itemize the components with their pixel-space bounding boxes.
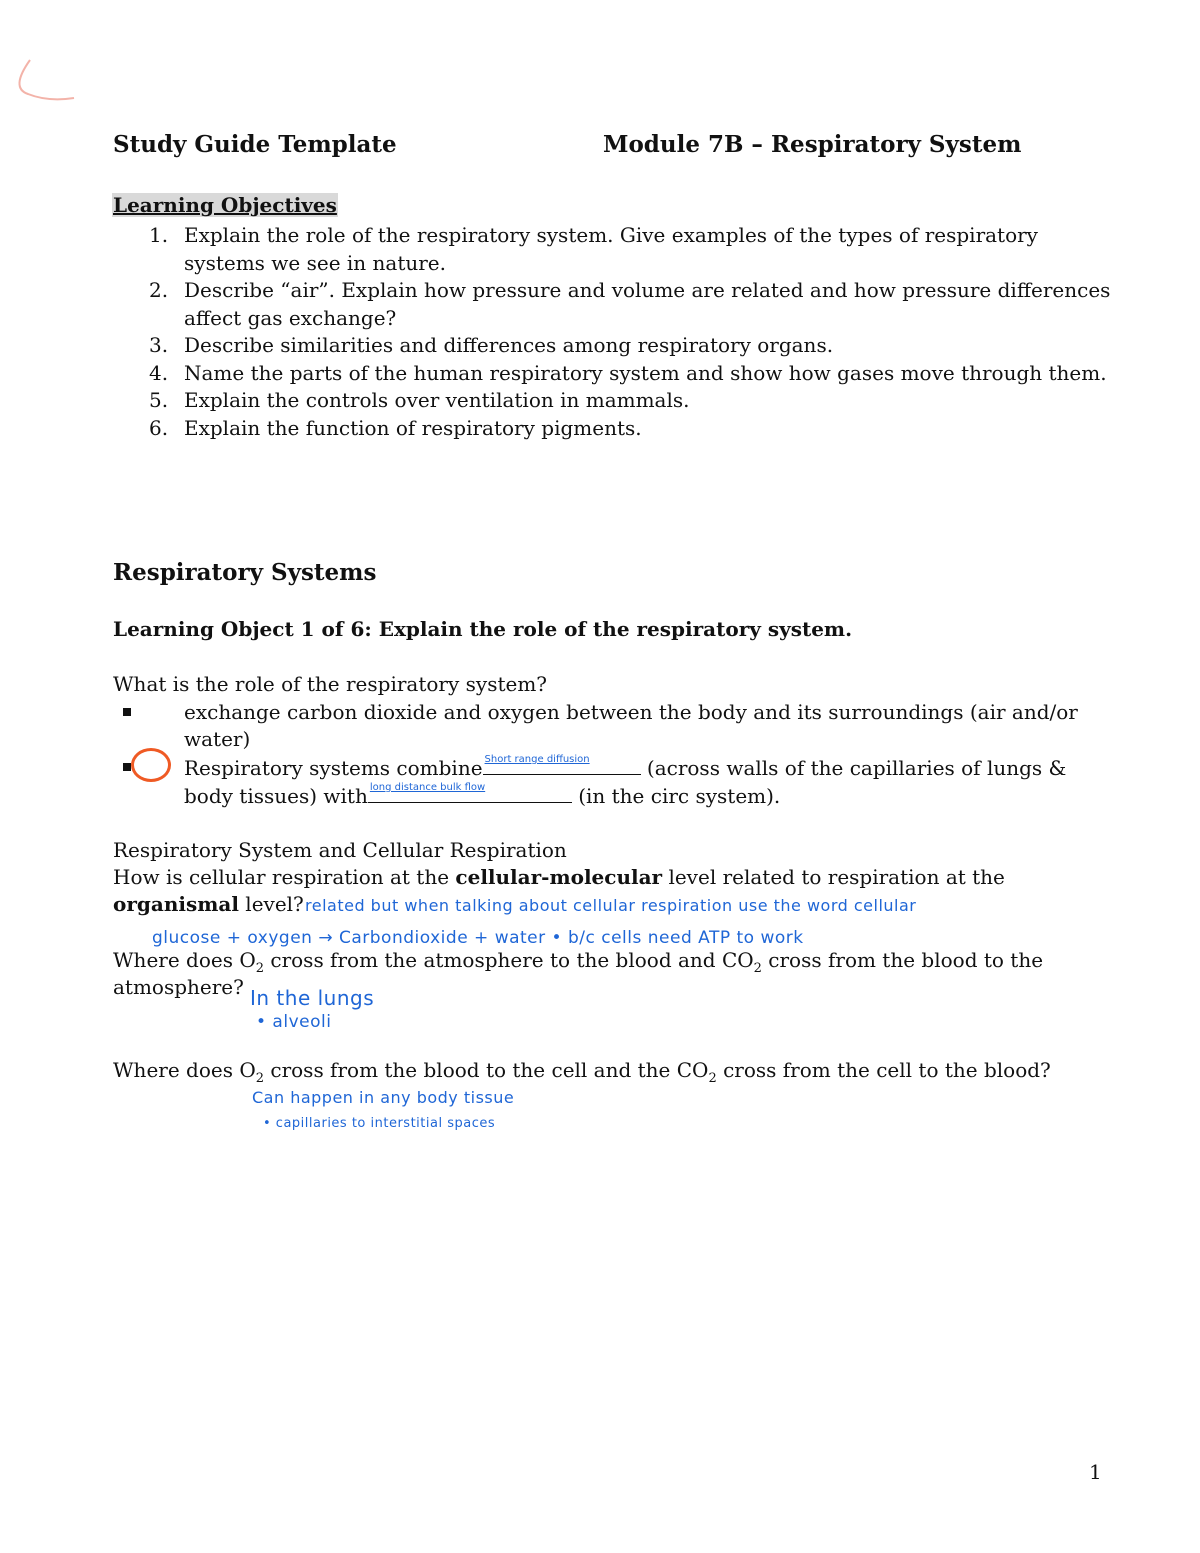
handwritten-answer-line: glucose + oxygen → Carbondioxide + water • b/c cells need ATP to work	[152, 928, 804, 948]
subscript: 2	[708, 1071, 717, 1086]
handwritten-answer-line: • alveoli	[256, 1012, 332, 1032]
question-o2-blood-cell	[113, 1057, 1051, 1092]
list-item-text: Describe similarities and differences among respiratory organs.	[184, 333, 834, 357]
list-item-text: Explain the controls over ventilation in mammals.	[184, 388, 690, 412]
fill-blank-1	[483, 754, 641, 775]
handwritten-answer: long distance bulk flow	[369, 782, 486, 793]
list-item	[113, 360, 1113, 388]
bullet-item-combine	[113, 754, 1093, 810]
list-item	[113, 332, 1113, 360]
question-bold-term: cellular-molecular	[455, 865, 663, 889]
question-text: How is cellular respiration at the	[113, 865, 456, 889]
handwritten-answer-line: related but when talking about cellular respiration use the word cellular	[305, 896, 917, 915]
bullet-square-icon	[123, 763, 131, 771]
page-number: 1	[1089, 1460, 1102, 1484]
question-text: cross from the cell to the blood?	[716, 1058, 1051, 1082]
question-text: level?	[238, 892, 304, 916]
question-o2-atmosphere-line1	[113, 947, 1043, 982]
bullet-text: exchange carbon dioxide and oxygen between the body and its surroundings (air and/or water)	[184, 700, 1078, 751]
list-item-text: Explain the role of the respiratory system. Give examples of the types of respiratory systems we see in nature.	[184, 223, 1038, 275]
list-item	[113, 277, 1113, 332]
list-number: 4.	[149, 360, 169, 385]
subscript: 2	[255, 1071, 265, 1086]
question-cellular-level-line2	[113, 891, 304, 918]
handwritten-answer-line: In the lungs	[250, 986, 375, 1010]
bullet-text-part: Respiratory systems combine	[184, 756, 483, 780]
list-item-text: Describe “air”. Explain how pressure and volume are related and how pressure differences affect gas exchange?	[184, 278, 1111, 330]
list-number: 5.	[149, 388, 169, 412]
header-left-title: Study Guide Template	[113, 131, 397, 158]
question-text: Where does O	[113, 948, 256, 972]
margin-pen-mark	[8, 48, 78, 108]
bullet-text	[113, 754, 1093, 810]
question-text: cross from the blood to the	[761, 948, 1044, 972]
question-cellular-level-line1	[113, 864, 1005, 891]
fill-blank-2	[368, 782, 572, 803]
list-item	[113, 222, 1113, 277]
subheading-cellular-respiration: Respiratory System and Cellular Respiration	[113, 838, 567, 862]
question-text: level related to respiration at the	[662, 865, 1005, 889]
question-text: Where does O	[113, 1058, 256, 1082]
list-item	[113, 415, 1113, 443]
objectives-list	[113, 222, 1113, 442]
subscript: 2	[255, 961, 265, 976]
bullet-item-exchange	[113, 699, 1093, 753]
learning-objectives-heading	[112, 193, 338, 217]
list-number: 2.	[149, 278, 169, 302]
handwritten-answer-line: • capillaries to interstitial spaces	[263, 1116, 496, 1131]
section-title: Respiratory Systems	[113, 559, 377, 586]
learning-objectives-heading-text: Learning Objectives	[113, 193, 337, 217]
question-bold-term: organismal	[113, 892, 239, 916]
question-role: What is the role of the respiratory system?	[113, 672, 548, 696]
list-number: 3.	[149, 333, 169, 357]
subscript: 2	[753, 961, 762, 976]
handwritten-answer: Short range diffusion	[484, 754, 590, 765]
list-number: 1.	[149, 223, 169, 247]
question-text: cross from the atmosphere to the blood and CO	[264, 948, 754, 972]
bullet-square-icon	[123, 708, 131, 716]
question-text: cross from the blood to the cell and the CO	[264, 1058, 709, 1082]
bullet-text-part: (in the circ system).	[578, 784, 781, 808]
objective-line: Learning Object 1 of 6: Explain the role of the respiratory system.	[113, 617, 853, 641]
bullet-text-part: (across walls of the capillaries of lungs &	[646, 756, 1067, 780]
list-item-text: Explain the function of respiratory pigments.	[184, 415, 642, 440]
header-right-title: Module 7B – Respiratory System	[603, 131, 1022, 158]
handwritten-answer-line: Can happen in any body tissue	[252, 1088, 515, 1107]
question-o2-atmosphere-line2: atmosphere?	[113, 975, 244, 999]
list-item-text: Name the parts of the human respiratory system and show how gases move through them.	[184, 360, 1107, 385]
list-number: 6.	[149, 415, 169, 440]
list-item	[113, 387, 1113, 415]
bullet-text-part: body tissues) with	[184, 784, 368, 808]
